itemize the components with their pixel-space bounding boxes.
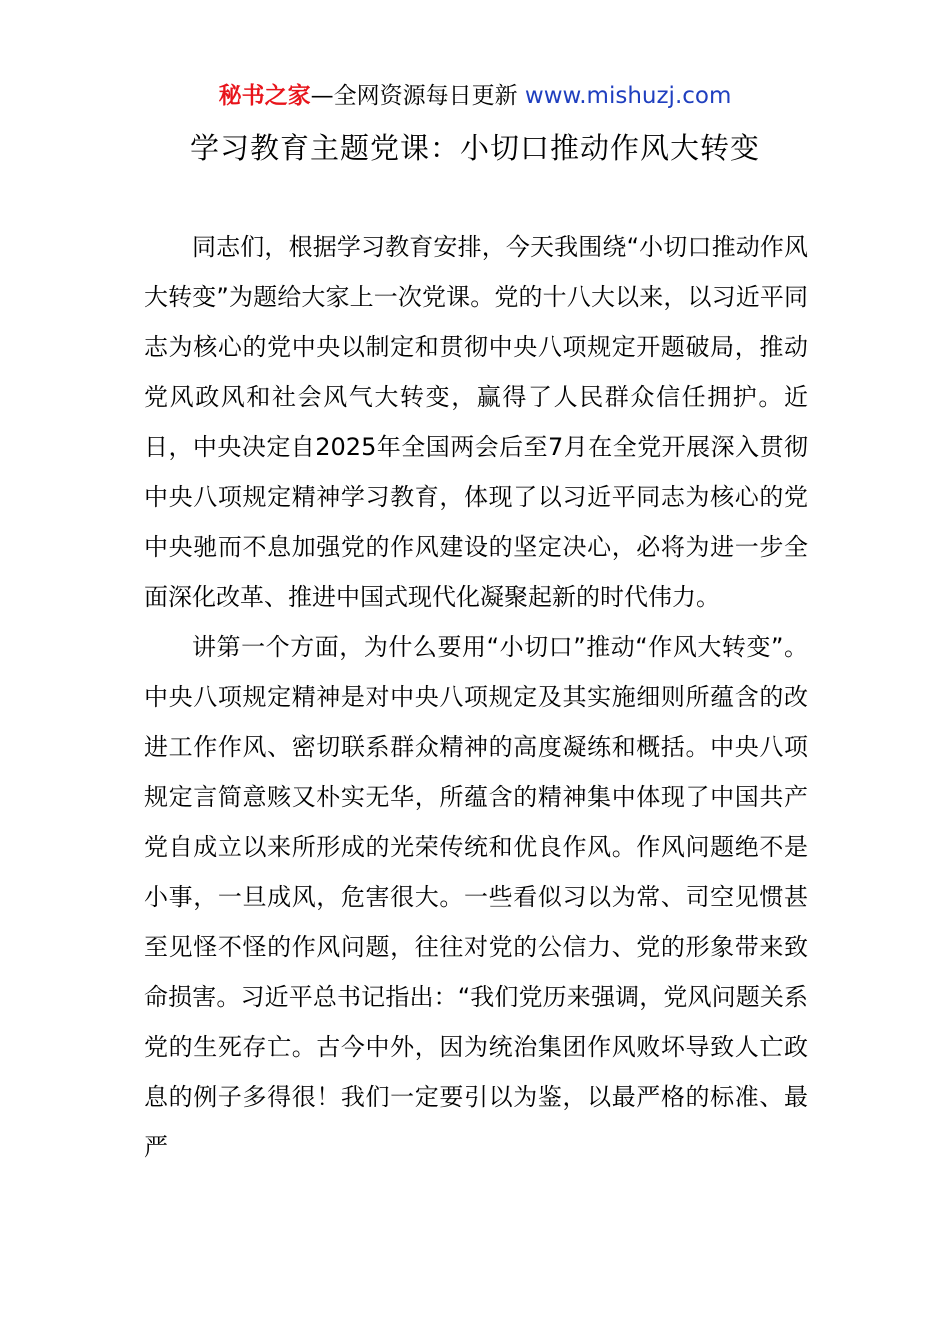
document-title: 学习教育主题党课：小切口推动作风大转变 xyxy=(189,131,760,165)
site-header xyxy=(0,80,950,112)
site-brand: 秘书之家 xyxy=(218,83,311,109)
paragraph: 讲第一个方面，为什么要用“小切口”推动“作风大转变”。中央八项规定精神是对中央八项规定及其实施细则所蕴含的改进工作作风、密切联系群众精神的高度凝练和概括。中央八项规定言简意赅又朴实无华，所蕴含的精神集中体现了中国共产党自成立以来所形成的光荣传统和优良作风。作风问题绝不是小事，一旦成风，危害很大。一些看似习以为常、司空见惯甚至见怪不怪的作风问题，往往对党的公信力、党的形象带来致命损害。习近平总书记指出：“我们党历来强调，党风问题关系党的生死存亡。古今中外，因为统治集团作风败坏导致人亡政息的例子多得很！我们一定要引以为鉴，以最严格的标准、最严 xyxy=(144,633,808,1161)
paragraph: 同志们，根据学习教育安排，今天我围绕“小切口推动作风大转变”为题给大家上一次党课。党的十八大以来，以习近平同志为核心的党中央以制定和贯彻中央八项规定开题破局，推动党风政风和社会风气大转变，赢得了人民群众信任拥护。近日，中央决定自2025年全国两会后至7月在全党开展深入贯彻中央八项规定精神学习教育，体现了以习近平同志为核心的党中央驰而不息加强党的作风建设的坚定决心，必将为进一步全面深化改革、推进中国式现代化凝聚起新的时代伟力。 xyxy=(144,233,808,611)
site-tagline: —全网资源每日更新 xyxy=(310,83,525,109)
document-body xyxy=(144,222,808,1172)
site-url[interactable]: www.mishuzj.com xyxy=(524,83,732,109)
